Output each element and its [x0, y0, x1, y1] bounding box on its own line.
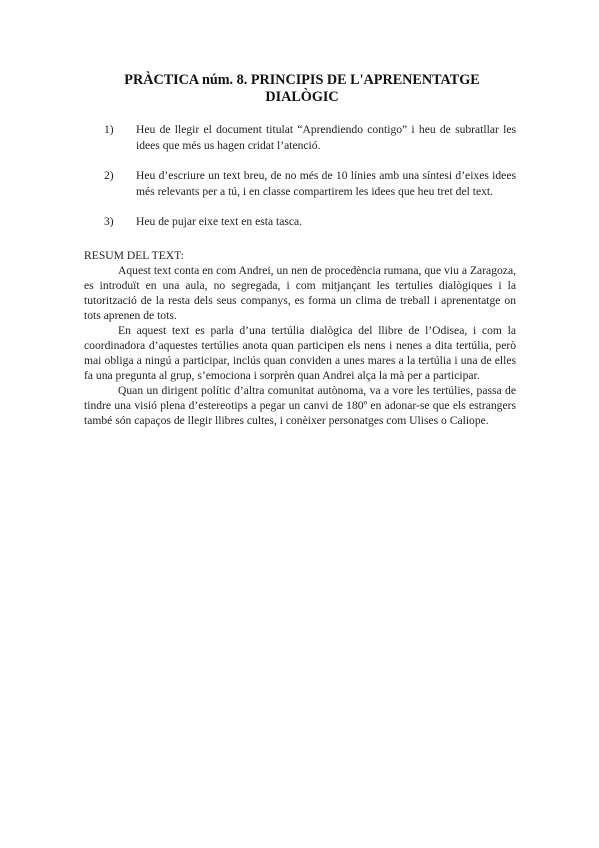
task-text: Heu d’escriure un text breu, de no més de 10 línies amb una síntesi d’eixes idees més relevants per a tú, i en classe compartirem les idees que heu tret del text. — [136, 169, 516, 198]
task-number: 2) — [104, 169, 114, 182]
document-title — [100, 72, 504, 106]
task-text: Heu de pujar eixe text en esta tasca. — [136, 215, 303, 228]
task-number: 3) — [104, 215, 114, 228]
task-item — [104, 168, 516, 199]
task-list — [104, 122, 516, 245]
summary-paragraph: Aquest text conta en com Andrei, un nen de procedència rumana, que viu a Zaragoza, es introduït en una aula, no segregada, i com mitjançant les tertulies dialògiques i la tutorització de la resta dels seus companys, es forma un clima de treball i aprenentatge on tots aprenen de tots. — [84, 264, 516, 322]
summary-paragraph: Quan un dirigent polític d’altra comunitat autònoma, va a vore les tertúlies, passa de tindre una visió plena d’estereotips a pegar un canvi de 180º en adonar-se que els estrangers també són capaços de llegir llibres cultes, i conèixer personatges com Ulises o Caliope. — [84, 384, 516, 427]
summary-paragraph: En aquest text es parla d’una tertúlia dialògica del llibre de l’Odisea, i com la coordinadora d’aquestes tertúlies anota quan participen els nens i nenes a dita tertúlia, però mai obliga a ningú a participar, inclús quan conviden a unes mares a la tertúlia i una de elles fa una pregunta al grup, s’emociona i sorprèn quan Andrei alça la mà per a participar. — [84, 324, 516, 382]
document-title-line-2: DIALÒGIC — [265, 89, 339, 105]
task-text: Heu de llegir el document titulat “Aprendiendo contigo” i heu de subratllar les idees que més us hagen cridat l’atenció. — [136, 123, 516, 152]
task-number: 1) — [104, 123, 114, 136]
summary-section — [84, 248, 516, 428]
summary-heading: RESUM DEL TEXT: — [84, 249, 184, 262]
task-item — [104, 214, 516, 230]
document-title-line-1: PRÀCTICA núm. 8. PRINCIPIS DE L'APRENENTATGE — [124, 72, 480, 88]
task-item — [104, 122, 516, 153]
